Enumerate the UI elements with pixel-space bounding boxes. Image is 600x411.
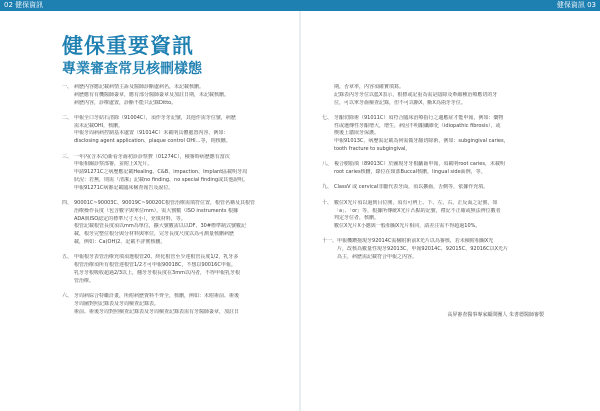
item-text: 載，根牙完整位根分與分材料與單位，完牙長度尺度以為可測量核刪病歷 — [74, 231, 235, 238]
item-text: ClassV 或 cervical非屬代表牙面，須以擴齒，舌側等，依據作充填。 — [334, 184, 489, 191]
item-text: 牙周圖對照記錄表及牙周檢查記錄表。 — [74, 300, 160, 307]
item-text: 楔後上牆嵌牙保護。 — [334, 130, 380, 137]
list-item — [322, 115, 544, 154]
item-text: 數位X光片X小應與一般相關X光片相同，請差注需不得超過10%。 — [334, 223, 481, 230]
item-text: 申報相關診察部審，並附上X光片。 — [74, 161, 153, 168]
list-item — [62, 154, 285, 193]
item-text: disclosing agent application、plaque control OHI…等，則核刪。 — [74, 138, 231, 145]
item-text: 申請91271C之病歷應記載Healing、C&B、impaction、Implant區載明牙周 — [74, 169, 248, 176]
item-number: 七、 — [322, 114, 333, 121]
author-credit: 高屏審查醫事專家顧問團人 朱書德醫師審製 — [447, 312, 544, 318]
item-text: 片，改核為數量性現牙92013C，申報92014C、92015C、92016C以X光片 — [337, 246, 509, 253]
item-text: 病歷內容，診療處置，診斷不能只記錄Ditto。 — [74, 99, 177, 106]
page-title: 健保重要資訊 — [62, 33, 194, 58]
item-text: 90001C~90003C、90019C~90020C根管治療需填符位置，根管名稱及其根管 — [74, 200, 255, 207]
item-text: 「a」、「or」等，根據所傳統X光片凸點的記號，禮記不正確或無法辨位數者 — [334, 207, 501, 214]
item-text: root caries核刪，錄位在頸部Buccal核刪，lingual side面例，等。 — [334, 169, 486, 176]
item-number: 一、 — [62, 84, 73, 90]
list-item — [62, 84, 285, 107]
list-item — [322, 238, 544, 261]
item-text: 根管治療須所有根管達根管1/2才可申報90018C，不想以90016C申報。 — [74, 262, 236, 269]
list-item — [62, 115, 285, 146]
item-number: 五、 — [62, 254, 73, 261]
item-text: 乳牙牙根吸收超過2/3以上，翹牙牙根長度在3mm以內者，不得申報乳牙根 — [74, 269, 240, 276]
list-item — [62, 200, 285, 247]
item-number: 八、 — [322, 161, 333, 168]
item-text: 為主，病歷需記載符合申報之內容。 — [337, 254, 418, 261]
item-text: 病歷應有有機醫師簽章，應有部分醫師簽章及加註日期，未記載核刪。 — [74, 91, 230, 98]
list-item — [62, 254, 285, 285]
list-item — [322, 84, 544, 107]
item-number: 十一、 — [322, 238, 338, 245]
item-text: 數位X光片須以過到目位開，須有可辨上、下、左、右、正反面之記號，如 — [334, 199, 498, 206]
item-text: 狀況：若無，則需『清潔』記載no finding、no special finding或其他說明。 — [74, 176, 249, 183]
list-item — [322, 161, 544, 177]
page-number-right: 健保資訊 03 — [556, 1, 596, 9]
item-text: 申報91013C，病歷需記載為何需做牙齦切除術，例如：subgingival caries， — [334, 138, 509, 145]
item-number: 四、 — [62, 200, 73, 207]
item-text: 載，例如：Ca(OH)2、記載不詳實核刪。 — [74, 239, 166, 246]
item-text: 申報全口牙結石清除（91004C），須作牙牙記號，其他作需牙位號，病歷 — [74, 114, 236, 121]
item-text: 術前、術後牙周對照檢查記錄表及牙周檢查記錄表需有牙醫師簽章，加註日 — [74, 308, 240, 315]
list-item — [322, 184, 544, 192]
list-item — [322, 200, 544, 231]
right-column — [322, 84, 544, 269]
item-number: 三、 — [62, 153, 73, 160]
item-text: 記錄表內牙牙位以藍X表示，根標或記重為需是隱除及牽縮種治療應切的牙 — [334, 91, 498, 98]
item-text: 治療操作長度（包含數字與單位mm），需大號數（ISO instruments 根據 — [74, 207, 239, 214]
page-gutter — [299, 11, 301, 411]
list-item — [62, 293, 285, 316]
item-text: ADA與ISO認定的標準尺寸大小），充填材料，等。 — [74, 215, 186, 222]
item-number: 二、 — [62, 114, 73, 121]
item-text: 位，可以單牙齒檢查記錄，但不可以斷X，斷X為兩牙牙位。 — [334, 99, 466, 106]
page-subtitle: 專業審查常見核刪樣態 — [62, 61, 202, 77]
item-text: 性或遺傳性牙齦增大，增生，病因不明齦纖維化（idiopathic fibrosis），或 — [334, 122, 501, 129]
item-text: 牙齦切除術（91011C）須符合臨床治療指行之適應症才能申報，例如：藥物 — [334, 114, 504, 121]
item-text: 申報牙周病病控制基本處置（91014C）未載明具體處置內容，例如： — [74, 130, 229, 137]
item-number: 六、 — [62, 293, 73, 300]
item-number — [322, 84, 334, 107]
item-text: 牙周病綜合特繼計畫，所附病歷資料不齊全，核刪，例如：未附術前、術後 — [74, 293, 240, 300]
item-number: 十、 — [322, 199, 333, 206]
item-text: 申報91271C病審記載臨床檢查報告及說位。 — [74, 184, 174, 191]
item-text: 複合樹脂填（89013C）於圖現牙牙根齲齒申報，須載明root caries，未載明 — [334, 161, 505, 168]
item-text: 申報機鑽拖現牙92014C需檢附術前X光片以為審核，若未檢附相關X光 — [337, 238, 494, 245]
page-number-left: 02 健保資訊 — [4, 1, 44, 9]
item-text: 期，否章率，內容須確實填寫。 — [334, 84, 405, 90]
item-text: tooth fracture to subgingival。 — [334, 146, 411, 153]
item-text: 病歷內容應記載病情主訴及醫師診斷處病名，未記載核刪。 — [74, 84, 205, 90]
item-text: 需未記載OHI，核刪。 — [74, 122, 124, 129]
item-text: 根管記載根管長度須以mm為單位，擴大號數需以以DF、30#標準制式號數記 — [74, 223, 247, 230]
item-text: 一年內(含本次)新看牙齒初診診察費（01274C），檢審時病歷應有當次 — [74, 153, 230, 160]
item-number: 九、 — [322, 184, 333, 191]
header-bar — [0, 0, 600, 11]
item-text: 管治療。 — [74, 277, 95, 284]
left-column — [62, 84, 285, 324]
item-text: 判定牙位者，核刪。 — [334, 215, 380, 222]
item-text: 申報根牙表管治療充填須選根管20、終化根管至少達根管長度1/2，乳牙多 — [74, 254, 239, 261]
